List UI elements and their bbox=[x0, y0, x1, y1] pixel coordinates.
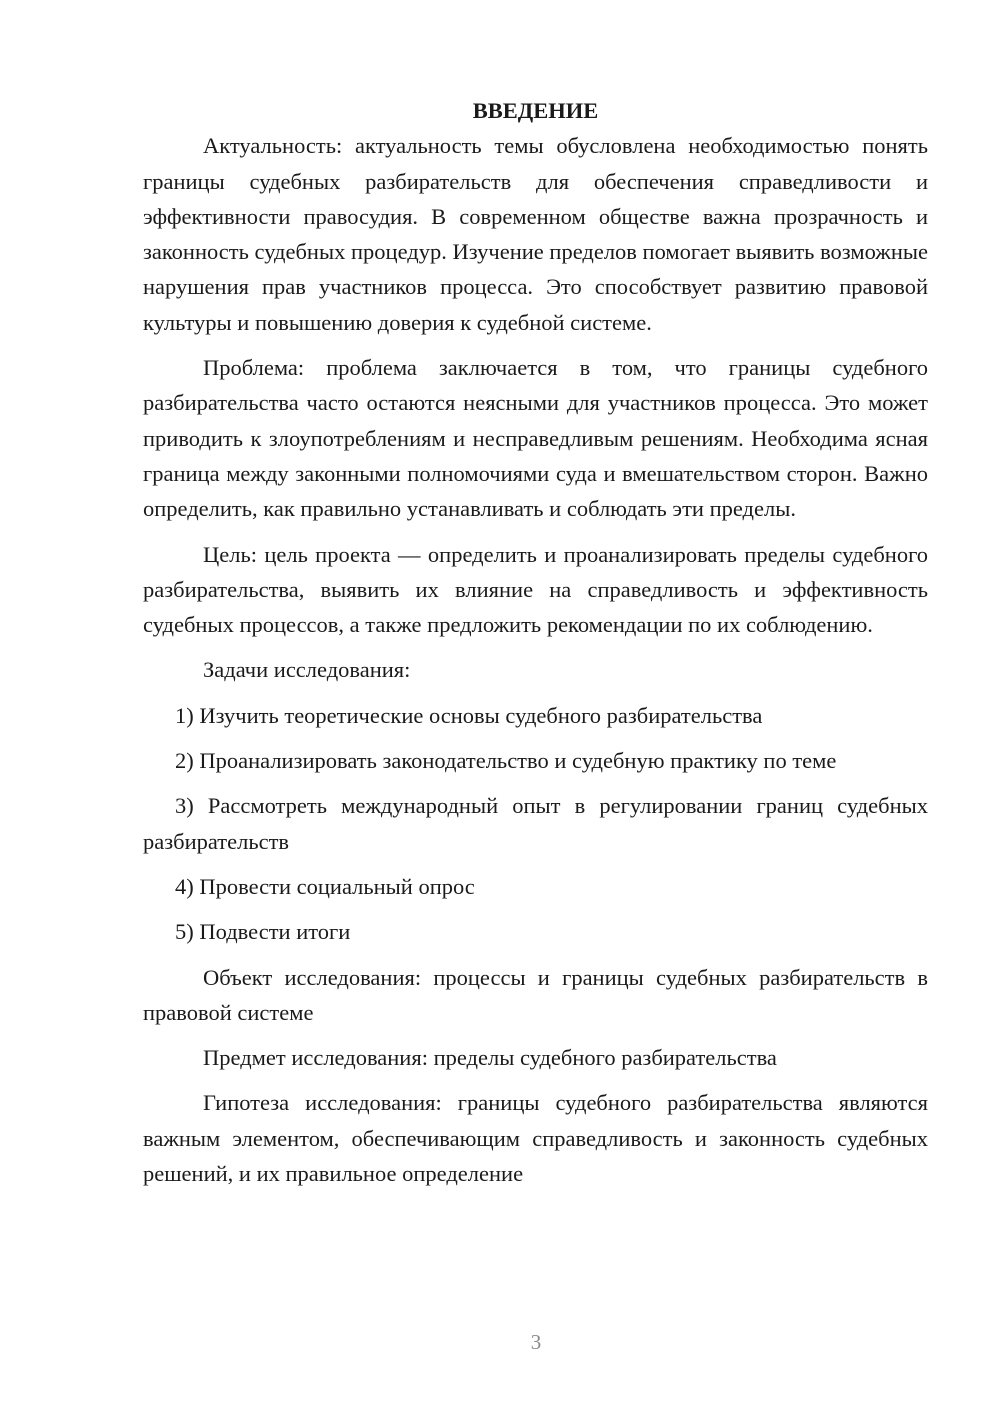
paragraph-hypothesis: Гипотеза исследования: границы судебного разбирательства являются важным элементом, обеспечивающим справедливость и законность судебных решений, и их правильное определение bbox=[143, 1090, 928, 1187]
section-title: ВВЕДЕНИЕ bbox=[472, 98, 599, 123]
paragraph-tasks-heading: Задачи исследования: bbox=[203, 657, 411, 683]
paragraph-relevance: Актуальность: актуальность темы обусловлена необходимостью понять границы судебных разбирательств для обеспечения справедливости и эффективности правосудия. В современном обществе важна прозрачность и законность судебных процедур. Изучение пределов помогает выявить возможные нарушения прав участников процесса. Это способствует развитию правовой культуры и повышению доверия к судебной системе. bbox=[143, 133, 928, 335]
paragraph-subject: Предмет исследования: пределы судебного разбирательства bbox=[203, 1045, 777, 1071]
paragraph-problem: Проблема: проблема заключается в том, что границы судебного разбирательства часто остаются неясными для участников процесса. Это может приводить к злоупотреблениям и несправедливым решениям. Необходима ясная граница между законными полномочиями суда и вмешательством сторон. Важно определить, как правильно устанавливать и соблюдать эти пределы. bbox=[143, 355, 928, 522]
task-item: 1) Изучить теоретические основы судебного разбирательства bbox=[175, 702, 763, 728]
paragraph-goal: Цель: цель проекта — определить и проанализировать пределы судебного разбирательства, выявить их влияние на справедливость и эффективность судебных процессов, а также предложить рекомендации по их соблюдению. bbox=[143, 541, 928, 638]
task-item: 5) Подвести итоги bbox=[175, 919, 351, 945]
document-body bbox=[143, 93, 928, 1191]
paragraph-object: Объект исследования: процессы и границы судебных разбирательств в правовой системе bbox=[143, 964, 928, 1025]
page-number: 3 bbox=[530, 1330, 542, 1354]
task-item: 2) Проанализировать законодательство и судебную практику по теме bbox=[175, 748, 837, 774]
task-item: 4) Провести социальный опрос bbox=[175, 873, 475, 899]
task-item: 3) Рассмотреть международный опыт в регулировании границ судебных разбирательств bbox=[143, 793, 928, 854]
